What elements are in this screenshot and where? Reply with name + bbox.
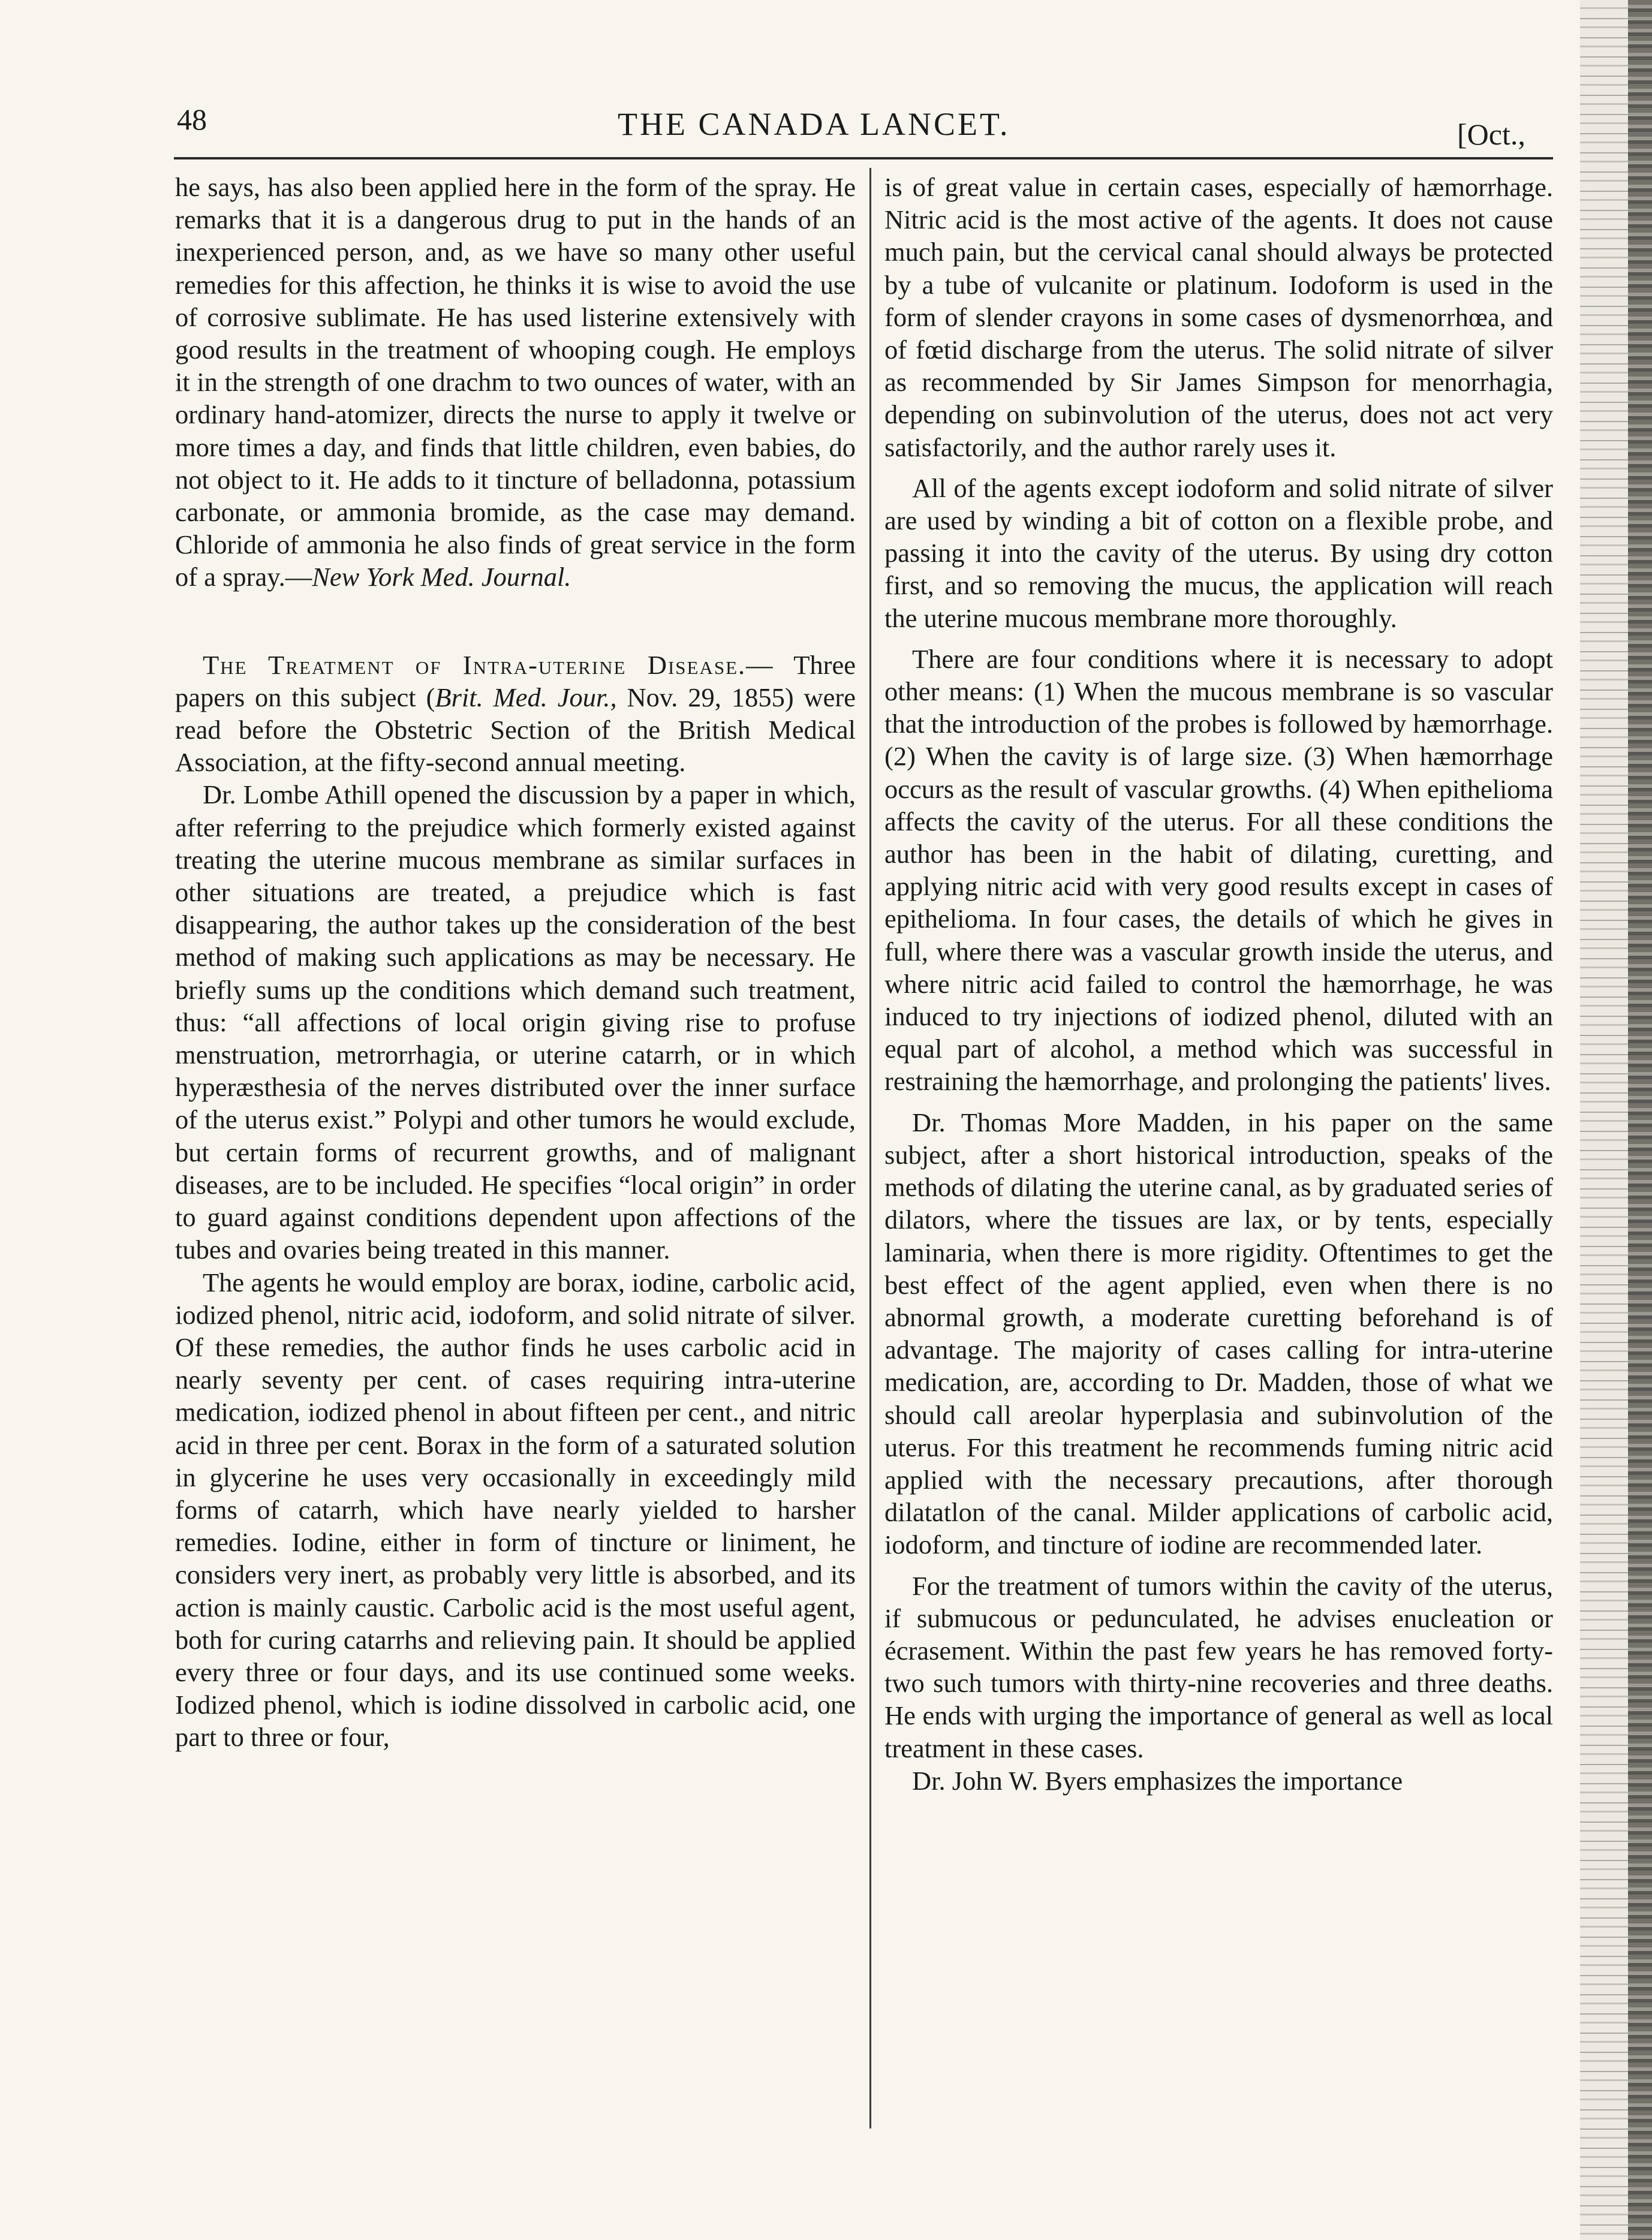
page-binding-edge	[1580, 0, 1652, 2240]
paragraph: The Treatment of Intra-uterine Disease.— Three papers on this subject (Brit. Med. Jour., Nov. 29, 1855) were read before the Obstetric Section of the British Medical Association, at the fifty-second annual meeting.	[175, 649, 856, 778]
source-citation: New York Med. Journal.	[312, 562, 571, 592]
right-column	[884, 171, 1553, 1797]
paragraph: Dr. Thomas More Madden, in his paper on the same subject, after a short historical introduction, speaks of the methods of dilating the uterine canal, as by graduated series of dilators, where the tissues are lax, or by tents, especially laminaria, when there is more rigidity. Oftentimes to get the best effect of the agent applied, even when there is no abnormal growth, a moderate curetting beforehand is of advantage. The majority of cases calling for intra-uterine medication, are, according to Dr. Madden, those of what we should call areolar hyperplasia and subinvolution of the uterus. For this treatment he recommends fuming nitric acid applied with the necessary precautions, after thorough dilatatlon of the canal. Milder applications of carbolic acid, iodoform, and tincture of iodine are recommended later.	[884, 1107, 1553, 1560]
left-column	[175, 171, 856, 1754]
running-date: [Oct.,	[1457, 118, 1525, 151]
header-rule	[174, 157, 1553, 159]
paragraph: There are four conditions where it is necessary to adopt other means: (1) When the mucous membrane is so vascular that the introduction of the probes is followed by hæmorrhage. (2) When the cavity is of large size. (3) When hæmorrhage occurs as the result of vascular growths. (4) When epithelioma affects the cavity of the uterus. For all these conditions the author has been in the habit of dilating, curetting, and applying nitric acid with very good results except in cases of epithelioma. In four cases, the details of which he gives in full, where there was a vascular growth inside the uterus, and where nitric acid failed to control the hæmorrhage, he was induced to try injections of iodized phenol, diluted with an equal part of alcohol, a method which was successful in restraining the hæmorrhage, and prolonging the patients' lives.	[884, 643, 1553, 1097]
paragraph: The agents he would employ are borax, iodine, carbolic acid, iodized phenol, nitric acid, iodoform, and solid nitrate of silver. Of these remedies, the author finds he uses carbolic acid in nearly seventy per cent. of cases requiring intra-uterine medication, iodized phenol in about fifteen per cent., and nitric acid in three per cent. Borax in the form of a saturated solution in glycerine he uses very occasionally in exceedingly mild forms of catarrh, which have nearly yielded to harsher remedies. Iodine, either in form of tincture or liniment, he considers very inert, as probably very little is absorbed, and its action is mainly caustic. Carbolic acid is the most useful agent, both for curing catarrhs and relieving pain. It should be applied every three or four days, and its use continued some weeks. Iodized phenol, which is iodine dissolved in carbolic acid, one part to three or four,	[175, 1267, 856, 1753]
paragraph: he says, has also been applied here in the form of the spray. He remarks that it is a dangerous drug to put in the hands of an inexperienced person, and, as we have so many other useful remedies for this affection, he thinks it is wise to avoid the use of corrosive sublimate. He has used listerine extensively with good results in the treatment of whooping cough. He employs it in the strength of one drachm to two ounces of water, with an ordinary hand-atomizer, directs the nurse to apply it twelve or more times a day, and finds that little children, even babies, do not object to it. He adds to it tincture of belladonna, potassium carbonate, or ammonia bromide, as the case may demand. Chloride of ammonia he also finds of great service in the form of a spray.—New York Med. Journal.	[175, 172, 856, 592]
section-heading: The Treatment of Intra-uterine Disease.—	[203, 649, 774, 680]
paragraph: For the treatment of tumors within the cavity of the uterus, if submucous or pedunculated, he advises enucleation or écrasement. Within the past few years he has removed forty-two such tumors with thirty-nine recoveries and three deaths. He ends with urging the importance of general as well as local treatment in these cases.	[884, 1570, 1553, 1763]
paragraph: is of great value in certain cases, especially of hæmorrhage. Nitric acid is the most active of the agents. It does not cause much pain, but the cervical canal should always be protected by a tube of vulcanite or platinum. Iodoform is used in the form of slender crayons in some cases of dysmenorrhœa, and of fœtid discharge from the uterus. The solid nitrate of silver as recommended by Sir James Simpson for menorrhagia, depending on subinvolution of the uterus, does not act very satisfactorily, and the author rarely uses it.	[884, 172, 1553, 462]
paragraph: Dr. Lombe Athill opened the discussion by a paper in which, after referring to the prejudice which formerly existed against treating the uterine mucous membrane as similar surfaces in other situations are treated, a prejudice which is fast disappearing, the author takes up the consideration of the best method of making such applications as may be necessary. He briefly sums up the conditions which demand such treatment, thus: “all affections of local origin giving rise to profuse menstruation, metrorrhagia, or uterine catarrh, or in which hyperæsthesia of the nerves distributed over the inner surface of the uterus exist.” Polypi and other tumors he would exclude, but certain forms of recurrent growths, and of malignant diseases, are to be included. He specifies “local origin” in order to guard against conditions dependent upon affections of the tubes and ovaries being treated in this manner.	[175, 779, 856, 1265]
journal-citation: Brit. Med. Jour.,	[435, 682, 617, 712]
column-rule	[869, 168, 871, 2128]
running-title: THE CANADA LANCET.	[618, 106, 1010, 142]
paragraph: Dr. John W. Byers emphasizes the importance	[912, 1765, 1403, 1796]
paragraph: All of the agents except iodoform and solid nitrate of silver are used by winding a bit of cotton on a flexible probe, and passing it into the cavity of the uterus. By using dry cotton first, and so removing the mucus, the application will reach the uterine mucous membrane more thoroughly.	[884, 472, 1553, 633]
page-number: 48	[177, 103, 207, 136]
